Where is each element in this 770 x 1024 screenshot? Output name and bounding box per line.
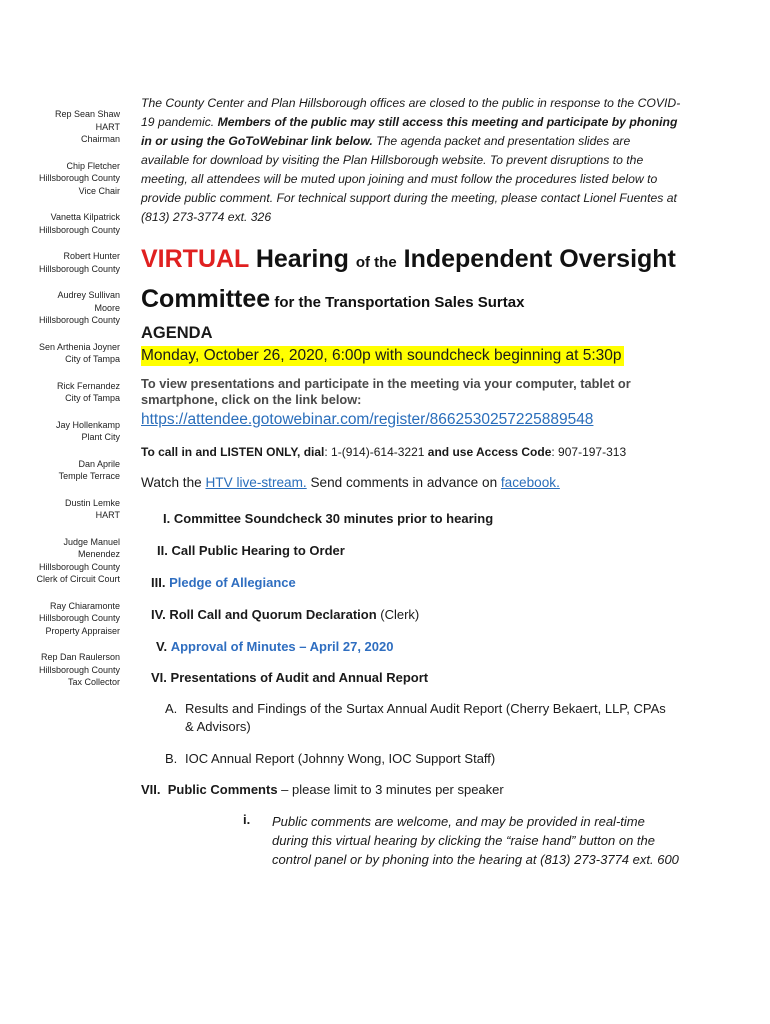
member-line: Menendez [77, 549, 120, 559]
member-line: Hillsborough County [38, 613, 120, 623]
member-line: Robert Hunter [63, 251, 120, 261]
facebook-link[interactable]: facebook. [500, 475, 560, 490]
member-line: Jay Hollenkamp [55, 419, 120, 430]
page-title: VIRTUAL Hearing of the Independent Oversight [141, 245, 676, 273]
member-line: Hillsborough County [38, 664, 120, 675]
member-line: City of Tampa [65, 354, 120, 364]
view-instructions: To view presentations and participate in the meeting via your computer, tablet or smartphone, click on the link below: [141, 376, 631, 407]
member-line: Sen Arthenia Joyner [38, 341, 120, 352]
public-comment-instructions: Public comments are welcome, and may be provided in real-time during this virtual hearing by clicking the “raise hand” button on the control panel or by phoning into the hearing at (813) 273-3774 ext. 600 [272, 814, 679, 867]
member-line: Temple Terrace [58, 471, 120, 481]
member-line: Ray Chiaramonte [49, 600, 120, 611]
agenda-item: IV. Roll Call and Quorum Declaration (Clerk) [151, 607, 420, 622]
member-line: Rick Fernandez [56, 380, 120, 391]
member-line: Hillsborough County [38, 561, 120, 572]
member-line: Moore [94, 302, 120, 313]
agenda-item: VII. Public Comments – please limit to 3 minutes per speaker [141, 782, 504, 797]
member-line: Hillsborough County [38, 263, 120, 274]
member-line: Hillsborough County [38, 315, 120, 325]
committee-member [20, 211, 120, 236]
covid-notice: The County Center and Plan Hillsborough offices are closed to the public in response to the COVID-19 pandemic. Members of the public may still access this meeting and participate by phoning in or using the GoToWebinar link below. The agenda packet and presentation slides are available for download by visiting the Plan Hillsborough website. To prevent disruptions to the meeting, all attendees will be muted upon joining and must follow the procedures listed below to provide public comment. For technical support during the meeting, please contact Lionel Fuentes at (813) 273-3774 ext. 326 [141, 96, 681, 224]
htv-livestream-link[interactable]: HTV live-stream. [205, 475, 307, 490]
member-line: Plant City [81, 432, 120, 442]
member-line: Audrey Sullivan [57, 290, 120, 300]
committee-member [20, 160, 120, 198]
agenda-item: VI. Presentations of Audit and Annual Report [151, 670, 429, 685]
member-line: Rep Dan Raulerson [40, 652, 120, 662]
member-line: Dustin Lemke [64, 497, 120, 508]
approval-of-minutes-link[interactable]: Approval of Minutes – April 27, 2020 [170, 639, 394, 654]
registration-link[interactable]: https://attendee.gotowebinar.com/register/8662530257225889548 [141, 411, 594, 428]
sub-item: B. IOC Annual Report (Johnny Wong, IOC Support Staff) [165, 751, 496, 766]
meeting-date: Monday, October 26, 2020, 6:00p with soundcheck beginning at 5:30p [141, 347, 622, 364]
sub-item: A. Results and Findings of the Surtax Annual Audit Report (Cherry Bekaert, LLP, CPAs & Advisors) [165, 701, 666, 734]
member-line: Rep Sean Shaw [54, 109, 120, 119]
page-title-line2: Committee for the Transportation Sales Surtax [141, 285, 525, 313]
call-in-info: To call in and LISTEN ONLY, dial: 1-(914)-614-3221 and use Access Code: 907-197-313 [141, 445, 627, 459]
main-content [141, 94, 681, 492]
member-line: Judge Manuel [63, 536, 120, 547]
member-line: HART [95, 121, 120, 132]
committee-member [20, 380, 120, 405]
committee-member [20, 341, 120, 366]
notice-bold: Members of the public may still access this meeting and participate by phoning in or using the GoToWebinar link below. [141, 115, 678, 148]
agenda-item: II. Call Public Hearing to Order [157, 543, 345, 558]
member-line: Hillsborough County [38, 173, 120, 183]
committee-member-list [20, 108, 120, 703]
member-line: Property Appraiser [45, 625, 120, 636]
committee-member [20, 600, 120, 638]
agenda-heading: AGENDA [141, 324, 213, 342]
committee-member [20, 289, 120, 327]
member-line: Vanetta Kilpatrick [50, 212, 120, 222]
pledge-of-allegiance-link[interactable]: Pledge of Allegiance [169, 575, 296, 590]
committee-member [20, 536, 120, 586]
sub-numeral: i. [243, 812, 251, 827]
member-line: Hillsborough County [38, 224, 120, 235]
member-line: Chip Fletcher [66, 160, 120, 171]
member-line: HART [95, 510, 120, 520]
committee-member [20, 250, 120, 275]
member-line: Vice Chair [78, 185, 120, 196]
watch-info: Watch the HTV live-stream. Send comments in advance on facebook. [141, 475, 560, 490]
agenda-item: I. Committee Soundcheck 30 minutes prior to hearing [163, 511, 494, 526]
member-line: Chairman [80, 134, 120, 144]
committee-member [20, 419, 120, 444]
agenda-item: III. Pledge of Allegiance [151, 575, 296, 590]
title-virtual: VIRTUAL [141, 245, 249, 273]
member-line: City of Tampa [65, 393, 120, 403]
agenda-item: V. Approval of Minutes – April 27, 2020 [156, 639, 394, 654]
committee-member [20, 458, 120, 483]
member-line: Dan Aprile [78, 458, 120, 469]
committee-member [20, 651, 120, 689]
committee-member [20, 497, 120, 522]
member-line: Clerk of Circuit Court [36, 574, 120, 584]
committee-member [20, 108, 120, 146]
member-line: Tax Collector [67, 677, 120, 687]
